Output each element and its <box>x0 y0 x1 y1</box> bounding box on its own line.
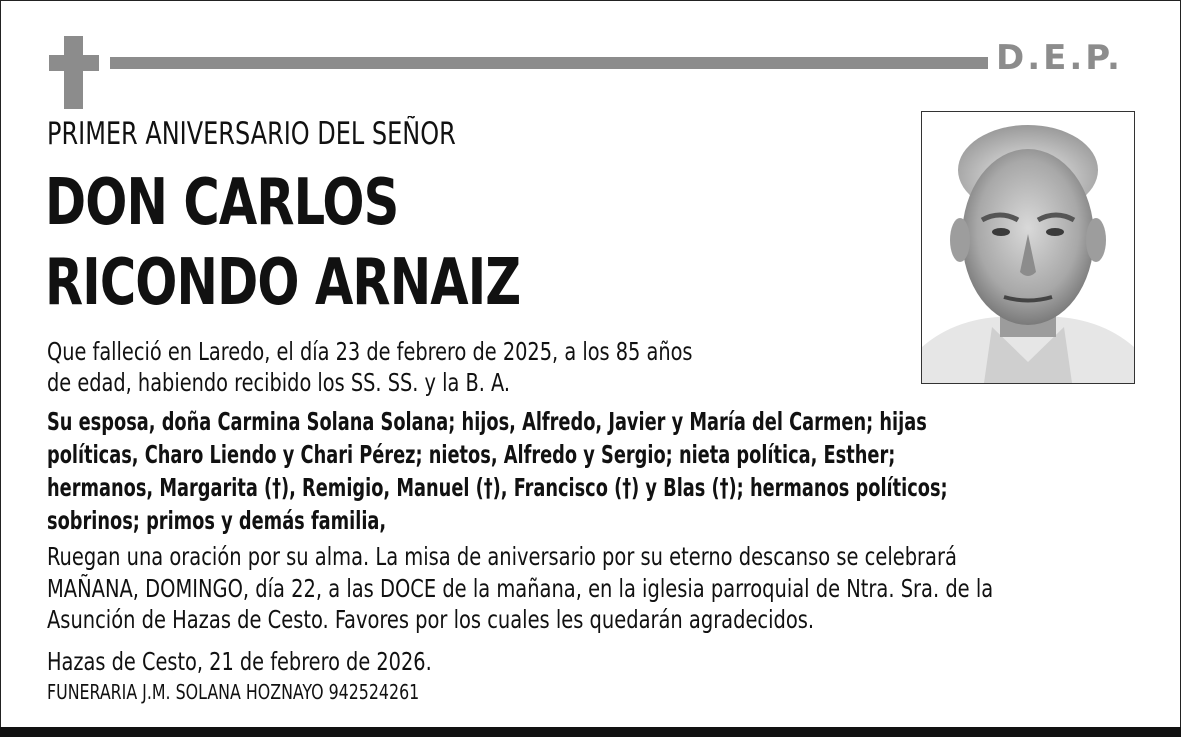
deceased-name-line-2: RICONDO ARNAIZ <box>45 246 521 320</box>
family-text-line-2: políticas, Charo Liendo y Chari Pérez; nietos, Alfredo y Sergio; nieta política, Esther; <box>47 440 896 469</box>
family-text-line-4: sobrinos; primos y demás familia, <box>47 506 387 535</box>
mass-text-line-2: MAÑANA, DOMINGO, día 22, a las DOCE de la mañana, en la iglesia parroquial de Ntra. Sra. de la <box>47 574 994 603</box>
cross-icon <box>49 36 99 109</box>
header-rule <box>110 57 988 69</box>
death-text-line-1: Que falleció en Laredo, el día 23 de febrero de 2025, a los 85 años <box>47 337 693 366</box>
bottom-rule <box>0 727 1181 737</box>
place-date: Hazas de Cesto, 21 de febrero de 2026. <box>47 647 432 676</box>
portrait-image <box>922 112 1134 383</box>
funeral-home: FUNERARIA J.M. SOLANA HOZNAYO 942524261 <box>47 680 420 704</box>
mass-text-line-1: Ruegan una oración por su alma. La misa de aniversario por su eterno descanso se celebrará <box>47 542 957 571</box>
family-text-line-3: hermanos, Margarita (†), Remigio, Manuel (†), Francisco (†) y Blas (†); hermanos políticos; <box>47 473 948 502</box>
dep-label: D.E.P. <box>996 38 1123 78</box>
deceased-name-line-1: DON CARLOS <box>45 166 399 240</box>
family-text-line-1: Su esposa, doña Carmina Solana Solana; hijos, Alfredo, Javier y María del Carmen; hijas <box>47 407 927 436</box>
portrait-photo <box>921 111 1135 384</box>
death-text-line-2: de edad, habiendo recibido los SS. SS. y la B. A. <box>47 368 511 397</box>
notice-subtitle: PRIMER ANIVERSARIO DEL SEÑOR <box>47 116 456 152</box>
mass-text-line-3: Asunción de Hazas de Cesto. Favores por los cuales les quedarán agradecidos. <box>47 605 815 634</box>
